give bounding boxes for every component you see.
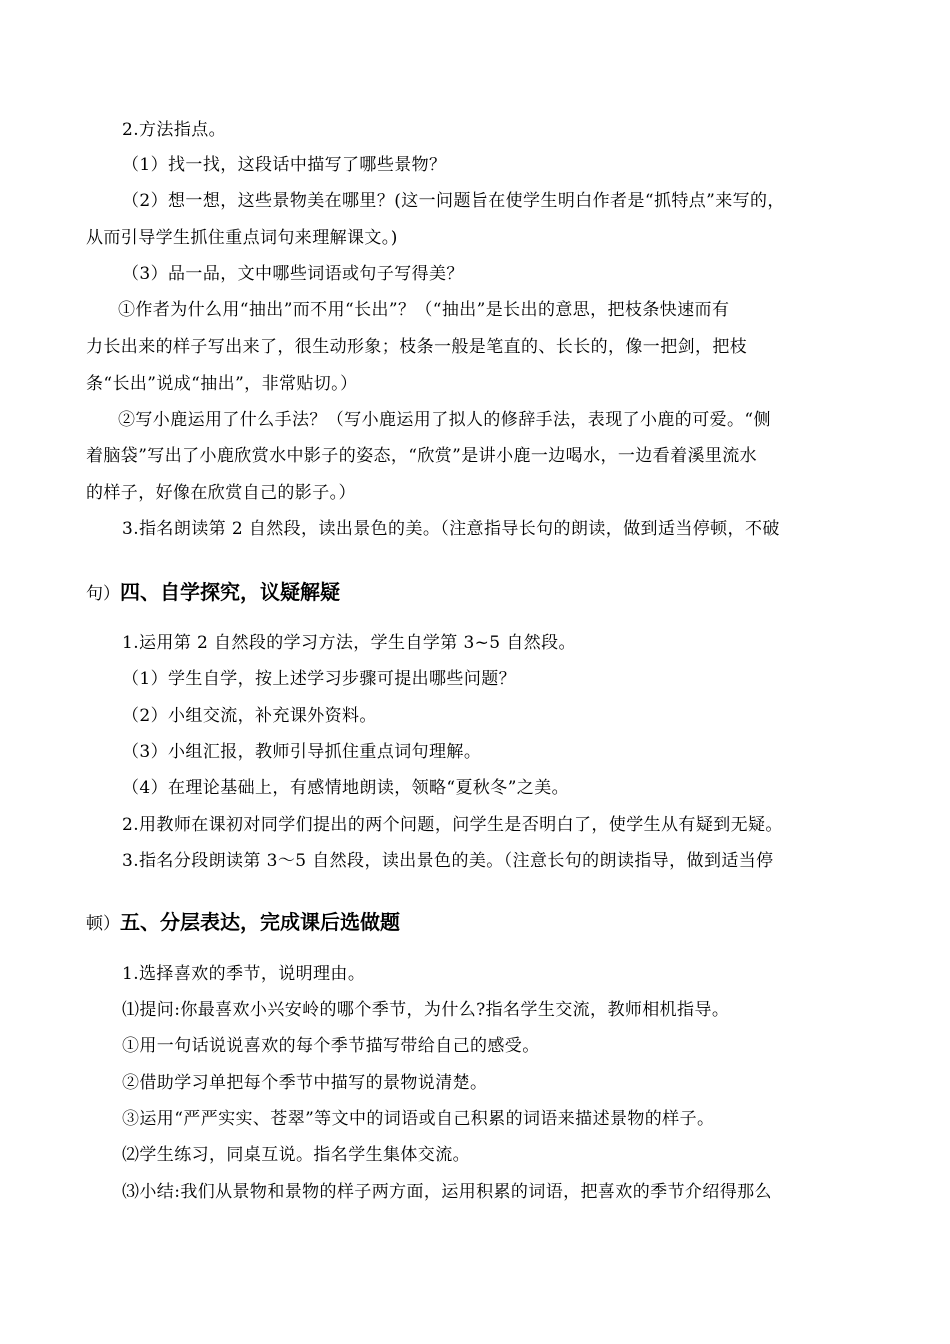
paragraph-line: 3.指名分段朗读第 3～5 自然段，读出景色的美。（注意长句的朗读指导，做到适当停: [122, 851, 774, 871]
paragraph-line: （1）找一找，这段话中描写了哪些景物？: [122, 155, 447, 175]
paragraph-line: ②写小鹿运用了什么手法？（写小鹿运用了拟人的修辞手法，表现了小鹿的可爱。“侧: [118, 410, 771, 430]
paragraph-line: （2）想一想，这些景物美在哪里？(这一问题旨在使学生明白作者是“抓特点”来写的，: [122, 191, 785, 211]
paragraph-line: （3）小组汇报，教师引导抓住重点词句理解。: [122, 742, 482, 762]
paragraph-line: （2）小组交流，补充课外资料。: [122, 706, 377, 726]
paragraph-line: 2.方法指点。: [122, 120, 227, 140]
section-heading: [86, 908, 400, 938]
paragraph-line: ⑴提问:你最喜欢小兴安岭的哪个季节，为什么?指名学生交流，教师相机指导。: [122, 1000, 730, 1020]
paragraph-line: （3）品一品，文中哪些词语或句子写得美？: [122, 264, 464, 284]
heading-title: 五、分层表达，完成课后选做题: [120, 910, 400, 934]
paragraph-line: 着脑袋”写出了小鹿欣赏水中影子的姿态，“欣赏”是讲小鹿一边喝水，一边看着溪里流水: [86, 446, 758, 466]
paragraph-line: 2.用教师在课初对同学们提出的两个问题，问学生是否明白了，使学生从有疑到无疑。: [122, 815, 783, 835]
paragraph-line: 条“长出”说成“抽出”，非常贴切。）: [86, 374, 358, 394]
paragraph-line: 1.选择喜欢的季节，说明理由。: [122, 964, 366, 984]
paragraph-line: 1.运用第 2 自然段的学习方法，学生自学第 3~5 自然段。: [122, 633, 576, 653]
heading-title: 四、自学探究，议疑解疑: [120, 580, 340, 604]
heading-prefix: 顿）: [86, 914, 120, 934]
paragraph-line: ⑵学生练习，同桌互说。指名学生集体交流。: [122, 1145, 470, 1165]
paragraph-line: 3.指名朗读第 2 自然段，读出景色的美。（注意指导长句的朗读，做到适当停顿，不破: [122, 519, 780, 539]
paragraph-line: 力长出来的样子写出来了，很生动形象；枝条一般是笔直的、长长的，像一把剑，把枝: [86, 337, 748, 357]
paragraph-line: （1）学生自学，按上述学习步骤可提出哪些问题？: [122, 669, 517, 689]
heading-prefix: 句）: [86, 584, 120, 604]
paragraph-line: ①作者为什么用“抽出”而不用“长出”？（“抽出”是长出的意思，把枝条快速而有: [118, 300, 730, 320]
paragraph-line: ①用一句话说说喜欢的每个季节描写带给自己的感受。: [122, 1036, 540, 1056]
paragraph-line: ⑶小结:我们从景物和景物的样子两方面，运用积累的词语，把喜欢的季节介绍得那么: [122, 1182, 772, 1202]
paragraph-line: ③运用“严严实实、苍翠”等文中的词语或自己积累的词语来描述景物的样子。: [122, 1109, 715, 1129]
paragraph-line: 从而引导学生抓住重点词句来理解课文。): [86, 228, 398, 248]
paragraph-line: 的样子，好像在欣赏自己的影子。）: [86, 483, 356, 503]
paragraph-line: ②借助学习单把每个季节中描写的景物说清楚。: [122, 1073, 488, 1093]
section-heading: [86, 578, 340, 608]
paragraph-line: （4）在理论基础上，有感情地朗读，领略“夏秋冬”之美。: [122, 778, 569, 798]
